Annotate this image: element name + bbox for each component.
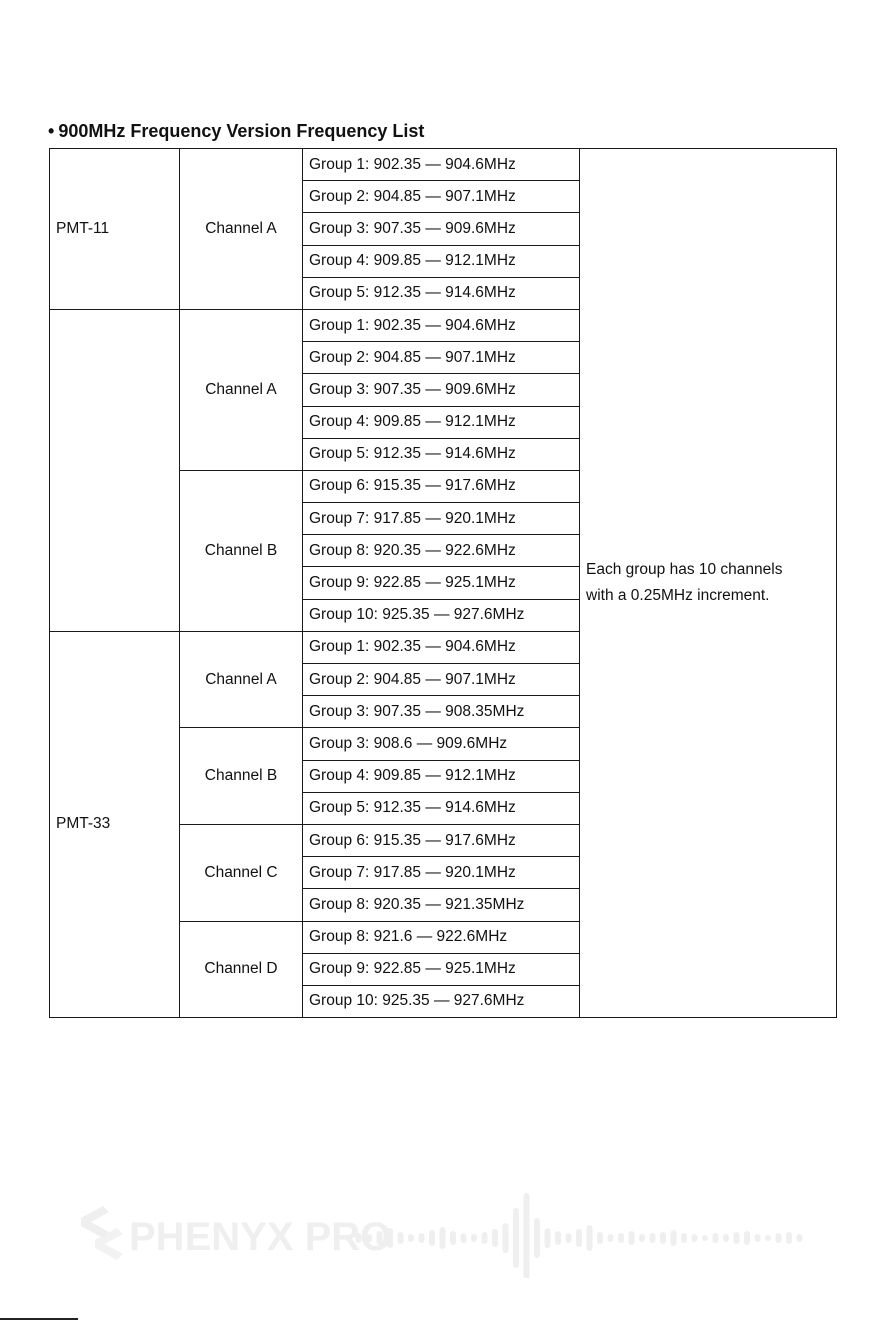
- group-cell: Group 7: 917.85 — 920.1MHz: [303, 857, 580, 889]
- group-cell: Group 5: 912.35 — 914.6MHz: [303, 277, 580, 309]
- wave-bar: [503, 1223, 509, 1253]
- channel-cell: Channel B: [180, 728, 303, 825]
- wave-bar: [398, 1232, 404, 1244]
- wave-bar: [440, 1227, 446, 1249]
- sound-wave-bars: [345, 1193, 803, 1278]
- wave-bar: [377, 1231, 383, 1245]
- note-cell: [580, 149, 837, 1018]
- wave-bar: [734, 1232, 740, 1244]
- channel-cell: Channel A: [180, 309, 303, 470]
- group-cell: Group 3: 907.35 — 908.35MHz: [303, 696, 580, 728]
- wave-bar: [545, 1228, 551, 1248]
- wave-bar: [471, 1234, 477, 1242]
- wave-bar: [534, 1218, 540, 1258]
- wave-bar: [566, 1233, 572, 1243]
- group-cell: Group 4: 909.85 — 912.1MHz: [303, 406, 580, 438]
- group-cell: Group 10: 925.35 — 927.6MHz: [303, 985, 580, 1017]
- group-cell: Group 1: 902.35 — 904.6MHz: [303, 309, 580, 341]
- channel-cell: Channel D: [180, 921, 303, 1018]
- wave-bar: [765, 1235, 771, 1241]
- wave-bar: [450, 1231, 456, 1245]
- watermark-text: PHENYX PRO: [129, 1215, 392, 1259]
- group-cell: Group 2: 904.85 — 907.1MHz: [303, 181, 580, 213]
- wave-bar: [419, 1233, 425, 1243]
- wave-bar: [576, 1229, 582, 1247]
- group-cell: Group 3: 907.35 — 909.6MHz: [303, 213, 580, 245]
- wave-bar: [356, 1233, 362, 1243]
- group-cell: Group 4: 909.85 — 912.1MHz: [303, 760, 580, 792]
- wave-bar: [482, 1232, 488, 1244]
- wave-bar: [366, 1234, 372, 1242]
- group-cell: Group 10: 925.35 — 927.6MHz: [303, 599, 580, 631]
- wave-bar: [723, 1234, 729, 1242]
- wave-bar: [744, 1231, 750, 1245]
- wave-bar: [692, 1234, 698, 1242]
- model-cell-pmt-11: PMT-11: [50, 149, 180, 310]
- channel-cell: Channel A: [180, 149, 303, 310]
- group-cell: Group 4: 909.85 — 912.1MHz: [303, 245, 580, 277]
- wave-bar: [618, 1233, 624, 1243]
- wave-bar: [639, 1234, 645, 1242]
- group-cell: Group 9: 922.85 — 925.1MHz: [303, 567, 580, 599]
- group-cell: Group 6: 915.35 — 917.6MHz: [303, 824, 580, 856]
- wave-bar: [429, 1230, 435, 1246]
- group-cell: Group 6: 915.35 — 917.6MHz: [303, 470, 580, 502]
- footer-rule: [0, 1318, 78, 1320]
- note-line: with a 0.25MHz increment.: [586, 587, 770, 605]
- group-cell: Group 8: 921.6 — 922.6MHz: [303, 921, 580, 953]
- wave-bar: [408, 1234, 414, 1242]
- phenyx-pro-logo-icon: [81, 1206, 123, 1260]
- channel-cell: Channel A: [180, 631, 303, 728]
- model-cell-unlabeled: [50, 309, 180, 631]
- model-cell-pmt-33: PMT-33: [50, 631, 180, 1017]
- group-cell: Group 9: 922.85 — 925.1MHz: [303, 953, 580, 985]
- group-cell: Group 8: 920.35 — 922.6MHz: [303, 535, 580, 567]
- wave-bar: [345, 1235, 351, 1241]
- group-cell: Group 3: 907.35 — 909.6MHz: [303, 374, 580, 406]
- heading-text: 900MHz Frequency Version Frequency List: [58, 121, 425, 141]
- wave-bar: [797, 1234, 803, 1242]
- frequency-table: [49, 148, 837, 1018]
- wave-bar: [555, 1231, 561, 1245]
- watermark: [75, 1178, 815, 1278]
- group-cell: Group 2: 904.85 — 907.1MHz: [303, 664, 580, 696]
- section-heading: [48, 119, 424, 143]
- wave-bar: [786, 1232, 792, 1244]
- group-cell: Group 7: 917.85 — 920.1MHz: [303, 503, 580, 535]
- group-cell: Group 1: 902.35 — 904.6MHz: [303, 149, 580, 181]
- wave-bar: [387, 1228, 393, 1248]
- wave-bar: [629, 1231, 635, 1245]
- wave-bar: [524, 1193, 530, 1278]
- wave-bar: [597, 1232, 603, 1244]
- group-cell: Group 5: 912.35 — 914.6MHz: [303, 792, 580, 824]
- group-cell: Group 3: 908.6 — 909.6MHz: [303, 728, 580, 760]
- channel-cell: Channel C: [180, 824, 303, 921]
- wave-bar: [608, 1234, 614, 1242]
- group-cell: Group 8: 920.35 — 921.35MHz: [303, 889, 580, 921]
- wave-bar: [492, 1229, 498, 1247]
- wave-bar: [702, 1235, 708, 1241]
- channel-cell: Channel B: [180, 470, 303, 631]
- wave-bar: [713, 1233, 719, 1243]
- bullet: •: [48, 121, 55, 141]
- wave-bar: [671, 1230, 677, 1246]
- wave-bar: [755, 1234, 761, 1242]
- wave-bar: [681, 1233, 687, 1243]
- group-cell: Group 2: 904.85 — 907.1MHz: [303, 342, 580, 374]
- wave-bar: [513, 1208, 519, 1268]
- group-cell: Group 5: 912.35 — 914.6MHz: [303, 438, 580, 470]
- wave-bar: [660, 1232, 666, 1244]
- wave-bar: [587, 1225, 593, 1251]
- group-cell: Group 1: 902.35 — 904.6MHz: [303, 631, 580, 663]
- wave-bar: [776, 1233, 782, 1243]
- wave-bar: [650, 1233, 656, 1243]
- wave-bar: [461, 1233, 467, 1243]
- table-row: [50, 149, 837, 181]
- note-line: Each group has 10 channels: [586, 561, 783, 579]
